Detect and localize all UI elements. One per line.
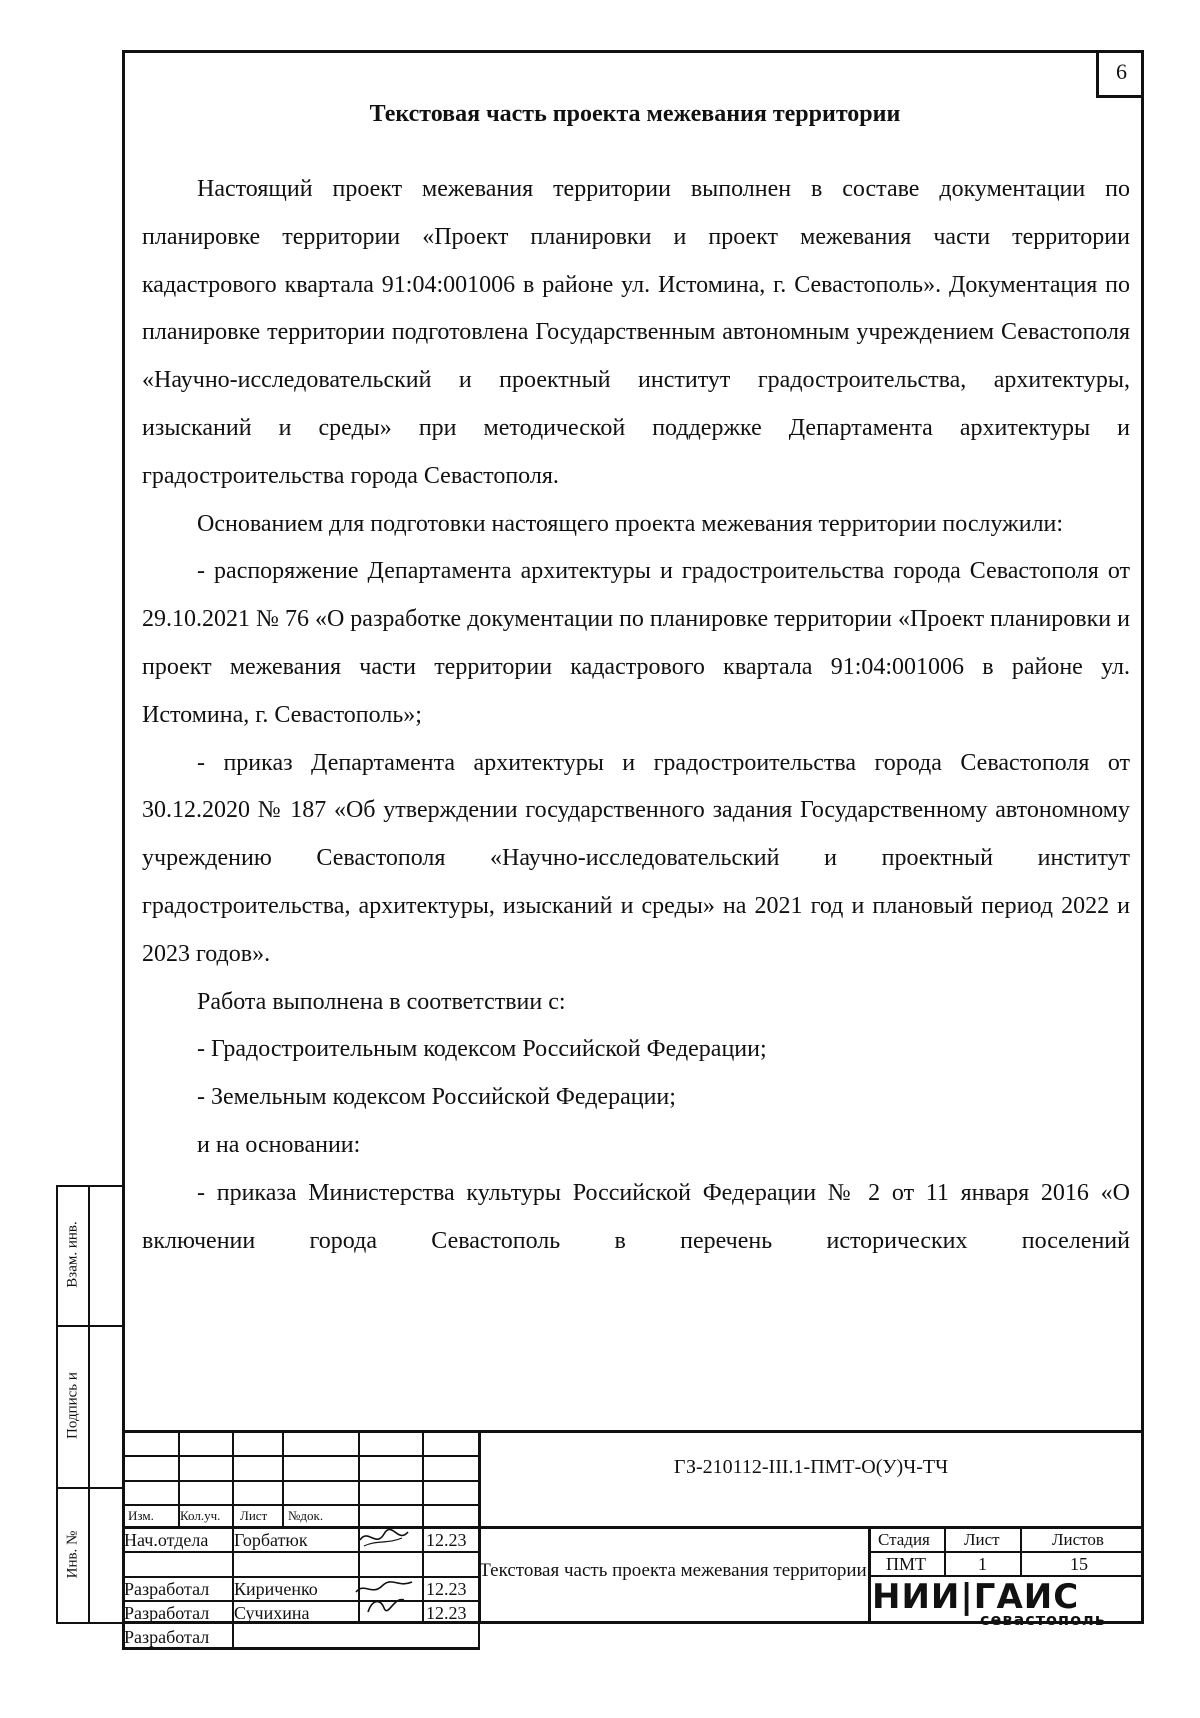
stamp-role: Разработал (124, 1579, 210, 1599)
page-number: 6 (1096, 50, 1144, 98)
stamp-name: Кириченко (234, 1579, 318, 1599)
paragraph: - распоряжение Департамента архитектуры и градостроительства города Севастополя от 29.10.2021 № 76 «О разработке документации по планировке территории «Проект планировки и проект межевания части территории кадастрового квартала 91:04:001006 в районе ул. Истомина, г. Севастополь»; (142, 558, 1130, 728)
stamp-role: Разработал (124, 1603, 210, 1623)
paragraph: - приказа Министерства культуры Российской Федерации № 2 от 11 января 2016 «О включении города Севастополь в перечень исторических поселений (142, 1179, 1130, 1254)
body-text (142, 166, 1130, 1265)
paragraph: и на основании: (197, 1131, 361, 1158)
margin-cell-inv-value (88, 1487, 124, 1624)
paragraph: Основанием для подготовки настоящего проекта межевания территории послужили: (197, 510, 1064, 537)
stamp-date: 12.23 (426, 1603, 467, 1623)
logo-main-text: НИИ|ГАИС (872, 1577, 1080, 1617)
stamp-header-ndok: №док. (288, 1508, 324, 1523)
stamp-sheet: 1 (978, 1554, 987, 1574)
margin-label-podpis: Подпись и (64, 1372, 81, 1439)
margin-cell-podpis-value (88, 1325, 124, 1489)
stamp-document-title: Текстовая часть проекта межевания территории (479, 1560, 867, 1581)
stamp-sheet-header: Лист (964, 1530, 1000, 1549)
paragraph: - Земельным кодексом Российской Федерации; (197, 1084, 676, 1111)
stamp-date: 12.23 (426, 1579, 467, 1599)
logo-sub-text: севастополь (980, 1610, 1106, 1629)
stamp-header-list: Лист (240, 1508, 268, 1523)
stamp-header-izm: Изм. (128, 1508, 154, 1523)
stamp-name: Сучихина (234, 1603, 310, 1623)
paragraph: Настоящий проект межевания территории выполнен в составе документации по планировке территории «Проект планировки и проект межевания части территории кадастрового квартала 91:04:001006 в районе ул. Истомина, г. Севастополь». Документация по планировке территории подготовлена Государственным автономным учреждением Севастополя «Научно-исследовательский и проектный институт градостроительства, архитектуры, изысканий и среды» при методической поддержке Департамента архитектуры и градостроительства города Севастополя. (142, 176, 1130, 489)
paragraph: - Градостроительным кодексом Российской Федерации; (197, 1036, 767, 1063)
stamp-sheets-header: Листов (1052, 1530, 1104, 1549)
stamp-role: Разработал (124, 1627, 210, 1647)
paragraph: Работа выполнена в соответствии с: (197, 988, 566, 1015)
stamp-extra-divider (232, 1624, 234, 1650)
stamp-extra-row (122, 1624, 480, 1650)
company-logo (868, 1577, 1144, 1629)
paragraph: - приказ Департамента архитектуры и градостроительства города Севастополя от 30.12.2020 № 187 «Об утверждении государственного задания Государственному автономному учреждению Севастополя «Научно-исследовательский и проектный институт градостроительства, архитектуры, изысканий и среды» на 2021 год и плановый период 2022 и 2023 годов». (142, 749, 1130, 967)
stamp-sheets: 15 (1070, 1554, 1088, 1574)
stamp-date: 12.23 (426, 1530, 467, 1550)
stamp-header-kolvo: Кол.уч. (180, 1508, 221, 1523)
margin-label-vzam: Взам. инв. (64, 1221, 81, 1288)
stamp-stage: ПМТ (886, 1554, 926, 1574)
margin-cell-vzam-value (88, 1185, 124, 1327)
stamp-name: Горбатюк (234, 1530, 308, 1550)
margin-label-inv: Инв. № (64, 1530, 81, 1579)
stamp-role: Нач.отдела (124, 1530, 209, 1550)
document-code: ГЗ-210112-III.1-ПМТ-О(У)Ч-ТЧ (673, 1456, 949, 1478)
stamp-stage-header: Стадия (878, 1530, 930, 1549)
document-title: Текстовая часть проекта межевания территории (369, 101, 901, 127)
